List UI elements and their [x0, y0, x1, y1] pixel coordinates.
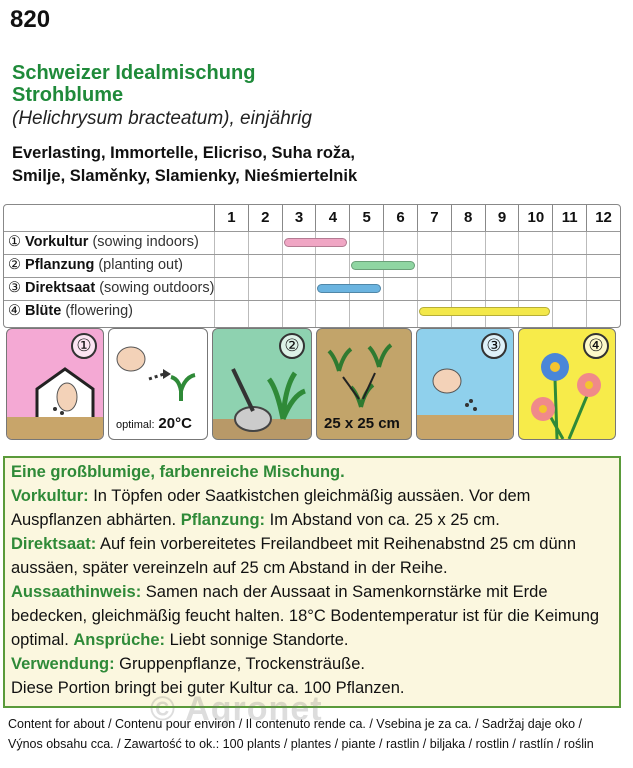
calendar-row-label — [8, 257, 183, 273]
step-number: ① — [8, 234, 21, 250]
calendar-row-label — [8, 303, 133, 319]
month-header: 11 — [552, 205, 586, 231]
calendar-row — [4, 277, 620, 300]
sowing-calendar — [3, 204, 621, 328]
common-names-line-1: Everlasting, Immortelle, Elicriso, Suha roža, — [12, 144, 355, 162]
month-header: 2 — [248, 205, 282, 231]
common-names — [12, 142, 357, 188]
headline: Eine großblumige, farbenreiche Mischung. — [11, 463, 345, 481]
activity-label: Pflanzung — [25, 257, 95, 273]
panel-spacing — [316, 328, 412, 440]
step-1-icon: ① — [71, 333, 97, 359]
footer-line-1: Content for about / Contenu pour environ / Il contenuto rende ca. / Vsebina je za ca. / Sadržaj daje oko / — [8, 717, 582, 731]
activity-label: Blüte — [25, 303, 62, 319]
latin-name: (Helichrysum bracteatum), einjährig — [12, 108, 312, 129]
step-number: ② — [8, 257, 21, 273]
direktsaat-label: Direktsaat: — [11, 535, 97, 553]
activity-english: (sowing indoors) — [92, 234, 199, 250]
pflanzung-label: Pflanzung: — [180, 511, 266, 529]
calendar-row — [4, 254, 620, 277]
calendar-bar — [284, 238, 348, 247]
watermark: © Agronet — [150, 690, 323, 728]
step-2-icon: ② — [279, 333, 305, 359]
product-title — [12, 62, 255, 106]
step-3-icon: ③ — [481, 333, 507, 359]
verwendung-text: Gruppenpflanze, Trockensträuße. — [114, 655, 365, 673]
portion-text: Diese Portion bringt bei guter Kultur ca. 100 Pflanzen. — [11, 679, 405, 697]
step-4-icon: ④ — [583, 333, 609, 359]
calendar-bar — [317, 284, 381, 293]
title-line-1: Schweizer Idealmischung — [12, 62, 256, 84]
panel-germination — [108, 328, 208, 440]
common-names-line-2: Smilje, Slaměnky, Slamienky, Nieśmiertelnik — [12, 167, 358, 185]
product-code: 820 — [10, 6, 51, 33]
calendar-bar — [351, 261, 415, 270]
spacing-label: 25 x 25 cm — [324, 415, 400, 432]
aussaat-text: Samen nach der Aussaat in Samenkornstärke mit Erde bedecken, gleichmäßig feucht halten. 18°C Bodentemperatur ist für die Keimung optimal. — [11, 583, 600, 649]
pflanzung-text: Im Abstand von ca. 25 x 25 cm. — [265, 511, 500, 529]
activity-english: (planting out) — [98, 257, 183, 273]
month-header: 4 — [315, 205, 349, 231]
calendar-row — [4, 231, 620, 254]
title-line-2: Strohblume — [12, 84, 124, 106]
ansprueche-label: Ansprüche: — [73, 631, 166, 649]
calendar-bar — [419, 307, 550, 316]
panel-sowing-outdoors — [416, 328, 514, 440]
direktsaat-text: Auf fein vorbereitetes Freilandbeet mit Reihenabstnd 25 cm dünn aussäen, später vereinzeln auf 25 cm Abstand in der Reihe. — [11, 535, 576, 577]
month-header: 7 — [417, 205, 451, 231]
activity-english: (flowering) — [65, 303, 133, 319]
step-number: ④ — [8, 303, 21, 319]
panel-planting-out — [212, 328, 312, 440]
calendar-row-label — [8, 280, 214, 296]
month-header: 1 — [214, 205, 248, 231]
temperature-label: optimal: 20°C — [113, 414, 195, 433]
aussaat-label: Aussaathinweis: — [11, 583, 142, 601]
activity-label: Direktsaat — [25, 280, 96, 296]
month-header: 8 — [451, 205, 485, 231]
month-header: 5 — [349, 205, 383, 231]
month-header: 9 — [485, 205, 519, 231]
step-number: ③ — [8, 280, 21, 296]
month-header: 3 — [282, 205, 316, 231]
vorkultur-label: Vorkultur: — [11, 487, 89, 505]
activity-label: Vorkultur — [25, 234, 89, 250]
calendar-row-label — [8, 234, 199, 250]
month-header: 6 — [383, 205, 417, 231]
ansprueche-text: Liebt sonnige Standorte. — [165, 631, 349, 649]
activity-english: (sowing outdoors) — [99, 280, 215, 296]
month-header: 12 — [586, 205, 620, 231]
panel-flowering — [518, 328, 616, 440]
month-header: 10 — [518, 205, 552, 231]
verwendung-label: Verwendung: — [11, 655, 115, 673]
footer-line-2: Výnos obsahu cca. / Zawartość to ok.: 100 plants / plantes / piante / rastlin / biljaka / rostlin / rastlín / roślin — [8, 737, 594, 751]
panel-sowing-indoors — [6, 328, 104, 440]
description-box — [3, 456, 621, 708]
calendar-row — [4, 300, 620, 323]
vorkultur-text: In Töpfen oder Saatkistchen gleichmäßig aussäen. Vor dem Auspflanzen abhärten. — [11, 487, 531, 529]
